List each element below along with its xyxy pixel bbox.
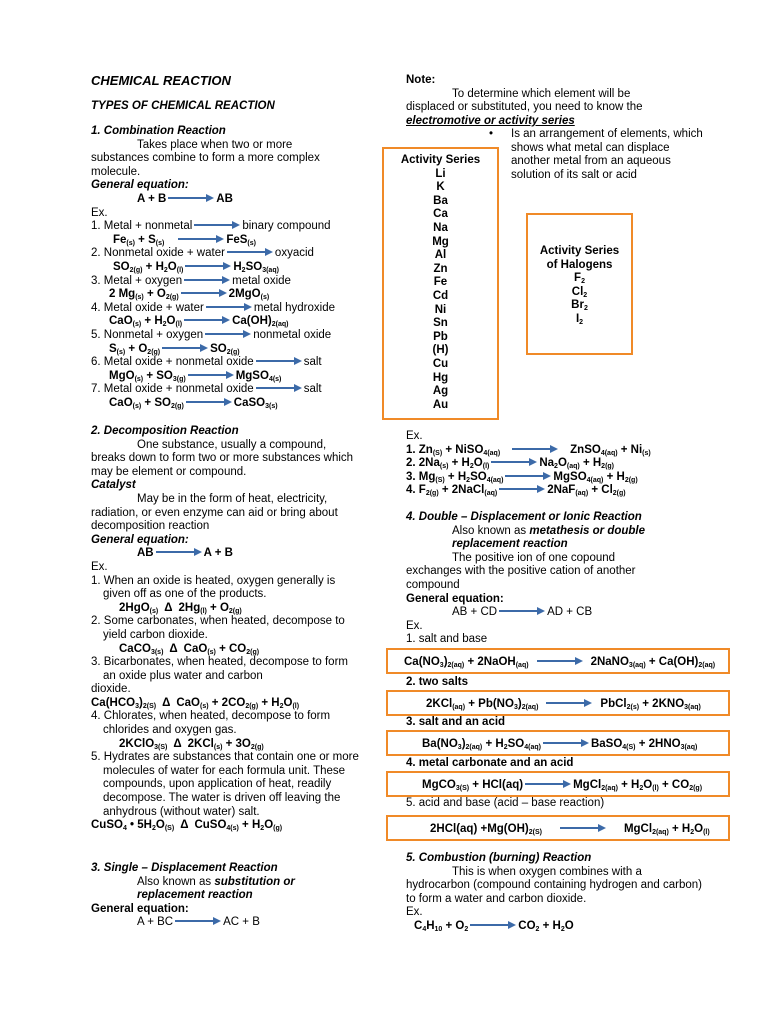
equation: $Ca(HCO_3)_{2(S)}$ Δ $CaO_{(s)} + 2CO_{2(g)} + H_2O_{(l)}$ (91, 696, 300, 710)
equation: 2 $Mg_{(s)} + O_{2(g)}$ 2MgO$_{(s)}$ (109, 288, 270, 302)
list-item: 4. Chlorates, when heated, decompose to form chlorides and oxygen gas. (91, 710, 331, 737)
activity-series-item: Ca (433, 208, 448, 221)
ex-label: Ex. (406, 906, 423, 919)
list-item: 5. Nonmetal + oxygen nonmetal oxide (91, 328, 332, 341)
arrow-icon (188, 370, 234, 380)
general-equation-label: General equation: (91, 902, 189, 915)
list-item: 4. Metal oxide + water metal hydroxide (91, 301, 336, 314)
list-item: 3. Metal + oxygen metal oxide (91, 274, 291, 287)
section-heading: 5. Combustion (burning) Reaction (406, 852, 592, 864)
equation-box: $Ba(NO_3)_{2(aq)} + H_2SO_{4(aq)}$ BaSO$_{4(S)}$ + $2HNO_{3(aq)}$ (386, 730, 730, 756)
list-item: 1. Metal + nonmetal binary compound (91, 220, 331, 233)
decomposition-section (91, 425, 361, 833)
arrow-icon (186, 397, 232, 407)
equation-box: $2HCl(aq) +Mg(OH)_{2(S)}$ MgCl$_{2(aq)}$ + $H_2O_{(l)}$ (386, 815, 730, 841)
arrow-icon (543, 738, 589, 748)
activity-series-title: Activity Series (400, 154, 481, 166)
paragraph: To determine which element will be (452, 87, 631, 100)
list-item: 3. Bicarbonates, when heated, decompose to form an oxide plus water and carbon (91, 656, 348, 682)
paragraph: radiation, or even enzyme can aid or bring about decomposition reaction (91, 506, 338, 533)
note-section (406, 74, 706, 128)
list-item: 6. Metal oxide + nonmetal oxide salt (91, 356, 322, 369)
activity-series-item: Hg (432, 371, 449, 384)
paragraph: May be in the form of heat, electricity, (137, 492, 328, 505)
arrow-icon (512, 444, 558, 454)
general-equation-label: General equation: (406, 592, 504, 605)
list-item: 2. Some carbonates, when heated, decompose to yield carbon dioxide. (91, 615, 345, 641)
combustion-section (406, 852, 706, 934)
equation: 2HgO$_{(s)}$ Δ $2Hg_{(l)} + O_{2(g)}$ (119, 601, 242, 615)
arrow-icon (194, 220, 240, 230)
single-examples (406, 430, 736, 498)
arrow-icon (156, 547, 202, 557)
activity-series-list (384, 168, 497, 413)
equation-box: $2KCl_{(aq)} + Pb(NO_3)_{2(aq)}$ PbCl$_{2(s)}$ + $2KNO_{3(aq)}$ (386, 690, 730, 716)
arrow-icon (537, 656, 583, 666)
halogen-item: $Cl_2$ (571, 285, 588, 299)
arrow-icon (525, 779, 571, 789)
halogen-item: $F_2$ (574, 272, 585, 286)
activity-series-item: Al (434, 249, 447, 262)
ex-label: Ex. (91, 206, 108, 219)
paragraph: displaced or substituted, you need to know the (406, 101, 643, 114)
paragraph: substances combine to form a more complex molecule. (91, 152, 320, 178)
arrow-icon (499, 606, 545, 616)
arrow-icon (205, 329, 251, 339)
section-heading: 1. Combination Reaction (91, 125, 226, 137)
general-equation-label: General equation: (91, 533, 189, 546)
activity-series-item: Zn (433, 262, 448, 275)
section-heading: 2. Decomposition Reaction (91, 425, 239, 437)
activity-series-item: Li (435, 167, 446, 180)
list-item: 5. Hydrates are substances that contain one or more molecules of water for each formula unit. These compounds, upon application of heat, readily decompose. The water is driven off leaving the anhydrous (without water) salt. (91, 751, 359, 818)
page-subtitle: TYPES OF CHEMICAL REACTION (91, 100, 275, 112)
equation: $SO_{2(g)} + H_2O_{(l)}$ $H_2SO_{3(aq)}$ (113, 260, 279, 274)
general-equation: A + BC AC + B (137, 916, 260, 929)
paragraph: This is when oxygen combines with a (452, 865, 642, 878)
activity-series-item: Fe (433, 276, 448, 289)
equation: $C_4H_{10} + O_2$ $CO_2 + H_2O$ (414, 919, 574, 933)
ex-label: Ex. (406, 430, 423, 442)
activity-series-item: Ba (433, 194, 448, 207)
arrow-icon (256, 383, 302, 393)
single-displacement-section (91, 862, 361, 930)
section-heading: 3. Single – Displacement Reaction (91, 862, 278, 874)
arrow-icon (491, 457, 537, 467)
case-label: 3. salt and an acid (406, 716, 506, 728)
arrow-icon (499, 484, 545, 494)
note-bullet: • Is an arrangement of elements, which shows what metal can displace another metal from an aqueous solution of its salt or acid (511, 128, 706, 182)
general-equation: A + B AB (137, 192, 233, 205)
page-title: CHEMICAL REACTION (91, 73, 231, 88)
paragraph: exchanges with the positive cation of another compound (406, 565, 636, 591)
equation: 2. $2Na_{(s)} + H_2O_{(l)}$ $Na_2O_{(aq)} + H_{2(g)}$ (406, 457, 615, 471)
halogen-item: $I_2$ (575, 312, 584, 326)
arrow-icon (181, 288, 227, 298)
activity-series-item: Mg (432, 235, 449, 248)
list-item: 7. Metal oxide + nonmetal oxide salt (91, 383, 322, 396)
arrow-icon (184, 275, 230, 285)
paragraph: hydrocarbon (compound containing hydrogen and carbon) to form a water and carbon dioxide. (406, 879, 703, 905)
arrow-icon (168, 193, 214, 203)
equation: $CaO_{(s)} + SO_{2(g)}$ CaSO$_{3(s)}$ (109, 396, 278, 410)
equation-box: $Ca(NO_3)_{2(aq)}$ + 2NaOH$_{(aq)}$ 2NaNO$_{3(aq)}$ + $Ca(OH)_{2(aq)}$ (386, 648, 730, 674)
arrow-icon (546, 698, 592, 708)
section-heading: 4. Double – Displacement or Ionic Reaction (406, 511, 642, 523)
halogens-box (526, 213, 633, 355)
arrow-icon (184, 315, 230, 325)
activity-series-item: Sn (433, 317, 448, 330)
activity-series-item: Na (433, 221, 448, 234)
general-equation-label: General equation: (91, 179, 189, 192)
equation: $MgO_{(s)} + SO_{3(g)}$ MgSO$_{4(s)}$ (109, 369, 282, 383)
arrow-icon (206, 302, 252, 312)
general-equation: AB A + B (137, 547, 233, 560)
arrow-icon (175, 916, 221, 926)
equation: 3. $Mg_{(S)} + H_2SO_{4(aq)}$ MgSO$_{4(aq)}$ + $H_{2(g)}$ (406, 470, 638, 484)
arrow-icon (162, 343, 208, 353)
activity-series-item: (H) (432, 344, 449, 357)
catalyst-label: Catalyst (91, 479, 136, 492)
paragraph: Takes place when two or more (137, 138, 293, 151)
activity-series-item: Cu (432, 357, 449, 370)
equation: CuSO$_4$ • $5H_2O_{(S)}$ Δ CuSO$_{4(s)}$ + $H_2O_{(g)}$ (91, 819, 283, 833)
list-item: 2. Nonmetal oxide + water oxyacid (91, 247, 314, 260)
halogen-item: $Br_2$ (571, 299, 588, 313)
halogens-title: Activity Series of Halogens $F_2$ $Cl_2$ $Br_2$ $I_2$ (528, 245, 631, 327)
activity-series-item: Au (432, 398, 449, 411)
arrow-icon (178, 234, 224, 244)
activity-series-item: Cd (432, 289, 449, 302)
arrow-icon (505, 471, 551, 481)
paragraph: One substance, usually a compound, (137, 438, 327, 451)
ex-label: Ex. (91, 560, 108, 573)
paragraph: electromotive or activity series (406, 114, 575, 127)
case-label: 1. salt and base (406, 633, 488, 645)
note-label: Note: (406, 74, 436, 86)
ex-label: Ex. (406, 619, 423, 632)
arrow-icon (185, 261, 231, 271)
activity-series-item: Ag (432, 385, 449, 398)
combination-section (91, 125, 371, 410)
paragraph: Also known as substitution or replacement reaction (137, 875, 295, 902)
equation: 4. $F_{2(g)}$ + 2NaCl$_{(aq)}$ $2NaF_{(aq)} + Cl_{2(g)}$ (406, 484, 626, 498)
arrow-icon (256, 356, 302, 366)
equation: $CaO_{(s)} + H_2O_{(l)}$ $Ca(OH)_{2(aq)}$ (109, 315, 289, 329)
activity-series-item: Ni (434, 303, 447, 316)
activity-series-item: K (436, 181, 445, 194)
list-item: 1. When an oxide is heated, oxygen generally is given off as one of the products. (91, 574, 336, 601)
equation: $S_{(s)} + O_{2(g)}$ $SO_{2(g)}$ (109, 342, 240, 356)
equation: $Fe_{(s)} + S_{(s)}$ FeS$_{(s)}$ (113, 233, 256, 247)
activity-series-box (382, 147, 499, 420)
case-label: 2. two salts (406, 676, 468, 688)
arrow-icon (227, 247, 273, 257)
paragraph: The positive ion of one copound (452, 551, 616, 564)
equation: CaCO$_{3(s)}$ Δ $CaO_{(s)} + CO_{2(g)}$ (119, 642, 260, 656)
arrow-icon (560, 823, 606, 833)
arrow-icon (470, 920, 516, 930)
case-label: 4. metal carbonate and an acid (406, 757, 574, 769)
double-displacement-section (406, 511, 676, 633)
general-equation: AB + CD AD + CB (452, 606, 593, 619)
equation: 1. $Zn_{(S)}$ + NiSO$_{4(aq)}$ ZnSO$_{4(aq)}$ + $Ni_{(s)}$ (406, 443, 651, 457)
equation-box: MgCO$_{3(S)}$ + HCl(aq) MgCl$_{2(aq)}$ + $H_2O_{(l)} + CO_{2(g)}$ (386, 771, 730, 797)
equation: 2KClO$_{3(S)}$ Δ $2KCl_{(s)} + 3O_{2(g)}$ (119, 737, 264, 751)
case-label: 5. acid and base (acid – base reaction) (406, 797, 605, 809)
activity-series-item: Pb (433, 330, 448, 343)
paragraph: breaks down to form two or more substances which may be element or compound. (91, 452, 354, 478)
paragraph: Also known as metathesis or double replacement reaction (452, 524, 646, 551)
list-item: dioxide. (91, 683, 131, 696)
